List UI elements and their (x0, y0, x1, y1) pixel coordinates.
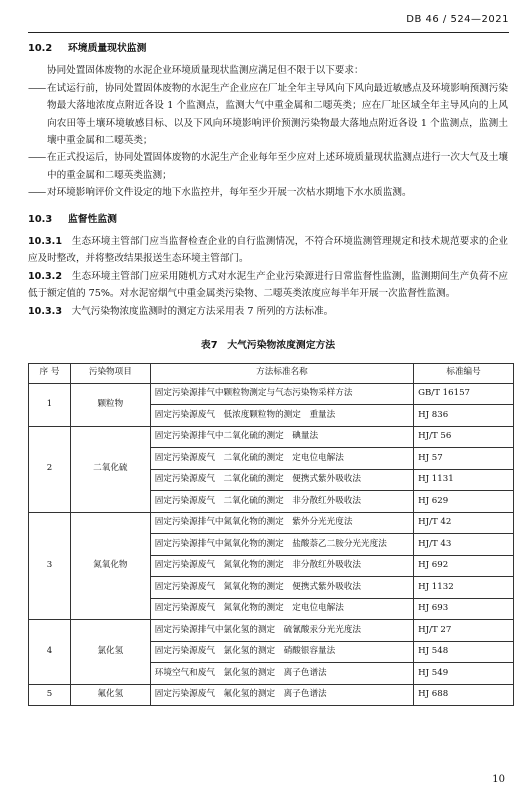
section-number: 10.2 (28, 43, 53, 54)
table-row (29, 426, 514, 448)
standard-code: HJ/T 27 (414, 620, 514, 642)
header-pollutant: 污染物项目 (70, 363, 150, 383)
clause-number: 10.3.1 (28, 236, 62, 248)
requirement-item (28, 149, 508, 184)
method-name: 环境空气和废气 氯化氢的测定 离子色谱法 (150, 663, 413, 685)
standard-code: HJ 1132 (414, 577, 514, 599)
pollutant-name: 氮氧化物 (70, 512, 150, 620)
pollutant-name: 二氧化硫 (70, 426, 150, 512)
method-name: 固定污染源废气 二氧化硫的测定 定电位电解法 (150, 448, 413, 470)
pollutant-name: 氯化氢 (70, 620, 150, 685)
page-body (28, 40, 508, 706)
standard-code: HJ/T 56 (414, 426, 514, 448)
standard-code: HJ 692 (414, 555, 514, 577)
standard-code: HJ/T 42 (414, 512, 514, 534)
clause-text: 大气污染物浓度监测时的测定方法采用表 7 所列的方法标准。 (71, 305, 334, 317)
method-name: 固定污染源排气中氮氧化物的测定 紫外分光光度法 (150, 512, 413, 534)
standard-code: HJ 57 (414, 448, 514, 470)
method-name: 固定污染源废气 氯化氢的测定 硝酸银容量法 (150, 641, 413, 663)
document-code-header: DB 46 / 524—2021 (406, 14, 509, 25)
header-method: 方法标准名称 (150, 363, 413, 383)
section-title: 环境质量现状监测 (68, 43, 147, 54)
header-code: 标准编号 (414, 363, 514, 383)
table-row (29, 620, 514, 642)
clause-10-3-3 (28, 303, 508, 320)
section-title: 监督性监测 (68, 213, 117, 225)
method-name: 固定污染源排气中二氧化硫的测定 碘量法 (150, 426, 413, 448)
requirement-item (28, 80, 508, 150)
measurement-method-table (28, 363, 514, 707)
method-name: 固定污染源废气 氟化氢的测定 离子色谱法 (150, 684, 413, 706)
pollutant-name: 氟化氢 (70, 684, 150, 706)
table-title: 表7 大气污染物浓度测定方法 (200, 340, 336, 352)
table-row (29, 684, 514, 706)
requirement-text: 在试运行前，协同处置固体废物的水泥生产企业应在厂址全年主导风向下风向最近敏感点及环境影响预测污染物最大落地浓度点附近各设 1 个监测点，监测大气中重金属和二噁英类；应在厂址区域全年主导风向的上风向农田等土壤环境敏感目标、以及下风向环境影响评价预测污染物最大落地点附近各设 1 个监测点，监测土壤中重金属和二噁英类； (47, 82, 508, 147)
table-row (29, 512, 514, 534)
clause-text: 生态环境主管部门应采用随机方式对水泥生产企业污染源进行日常监督性监测，监测期间生产负荷不应低于额定值的 75%。对水泥窑烟气中重金属类污染物、二噁英类浓度应每半年开展一次监督性监测。 (28, 270, 509, 300)
clause-10-3-1 (28, 233, 508, 268)
standard-code: HJ 629 (414, 491, 514, 513)
method-name: 固定污染源排气中颗粒物测定与气态污染物采样方法 (150, 383, 413, 405)
standard-code: GB/T 16157 (414, 383, 514, 405)
method-name: 固定污染源排气中氯化氢的测定 硫氰酸汞分光光度法 (150, 620, 413, 642)
row-number: 1 (29, 383, 71, 426)
requirement-item (28, 184, 508, 201)
row-number: 3 (29, 512, 71, 620)
clause-number: 10.3.3 (28, 305, 62, 317)
standard-code: HJ 548 (414, 641, 514, 663)
section-intro: 协同处置固体废物的水泥企业环境质量现状监测应满足但不限于以下要求： (47, 65, 364, 77)
method-name: 固定污染源废气 二氧化硫的测定 便携式紫外吸收法 (150, 469, 413, 491)
section-heading-10-2 (28, 40, 508, 57)
method-name: 固定污染源废气 氮氧化物的测定 便携式紫外吸收法 (150, 577, 413, 599)
standard-code: HJ/T 43 (414, 534, 514, 556)
clause-text: 生态环境主管部门应当监督检查企业的自行监测情况，不符合环境监测管理规定和技术规范要求的企业应及时整改，并将整改结果报送生态环境主管部门。 (28, 236, 509, 265)
method-name: 固定污染源废气 氮氧化物的测定 定电位电解法 (150, 598, 413, 620)
section-heading-10-3 (28, 211, 508, 228)
requirement-text: 在正式投运后，协同处置固体废物的水泥生产企业每年至少应对上述环境质量现状监测点进行一次大气及土壤中的重金属和二噁英类监测； (47, 152, 508, 181)
dash-mark: —— (28, 152, 46, 164)
section-number: 10.3 (28, 213, 53, 225)
header-no: 序 号 (29, 363, 71, 383)
requirement-text: 对环境影响评价文件设定的地下水监控井，每年至少开展一次枯水期地下水水质监测。 (47, 187, 412, 199)
standard-code: HJ 688 (414, 684, 514, 706)
method-name: 固定污染源废气 二氧化硫的测定 非分散红外吸收法 (150, 491, 413, 513)
dash-mark: —— (28, 82, 46, 94)
method-name: 固定污染源排气中氮氧化物的测定 盐酸萘乙二胺分光光度法 (150, 534, 413, 556)
method-name: 固定污染源废气 低浓度颗粒物的测定 重量法 (150, 405, 413, 427)
row-number: 4 (29, 620, 71, 685)
table-header-row (29, 363, 514, 383)
header-rule (28, 32, 509, 33)
method-name: 固定污染源废气 氮氧化物的测定 非分散红外吸收法 (150, 555, 413, 577)
row-number: 5 (29, 684, 71, 706)
table-row (29, 383, 514, 405)
clause-number: 10.3.2 (28, 270, 62, 282)
page-number: 10 (492, 774, 505, 785)
row-number: 2 (29, 426, 71, 512)
standard-code: HJ 1131 (414, 469, 514, 491)
standard-code: HJ 693 (414, 598, 514, 620)
standard-code: HJ 836 (414, 405, 514, 427)
standard-code: HJ 549 (414, 663, 514, 685)
pollutant-name: 颗粒物 (70, 383, 150, 426)
dash-mark: —— (28, 187, 46, 199)
clause-10-3-2 (28, 268, 508, 303)
